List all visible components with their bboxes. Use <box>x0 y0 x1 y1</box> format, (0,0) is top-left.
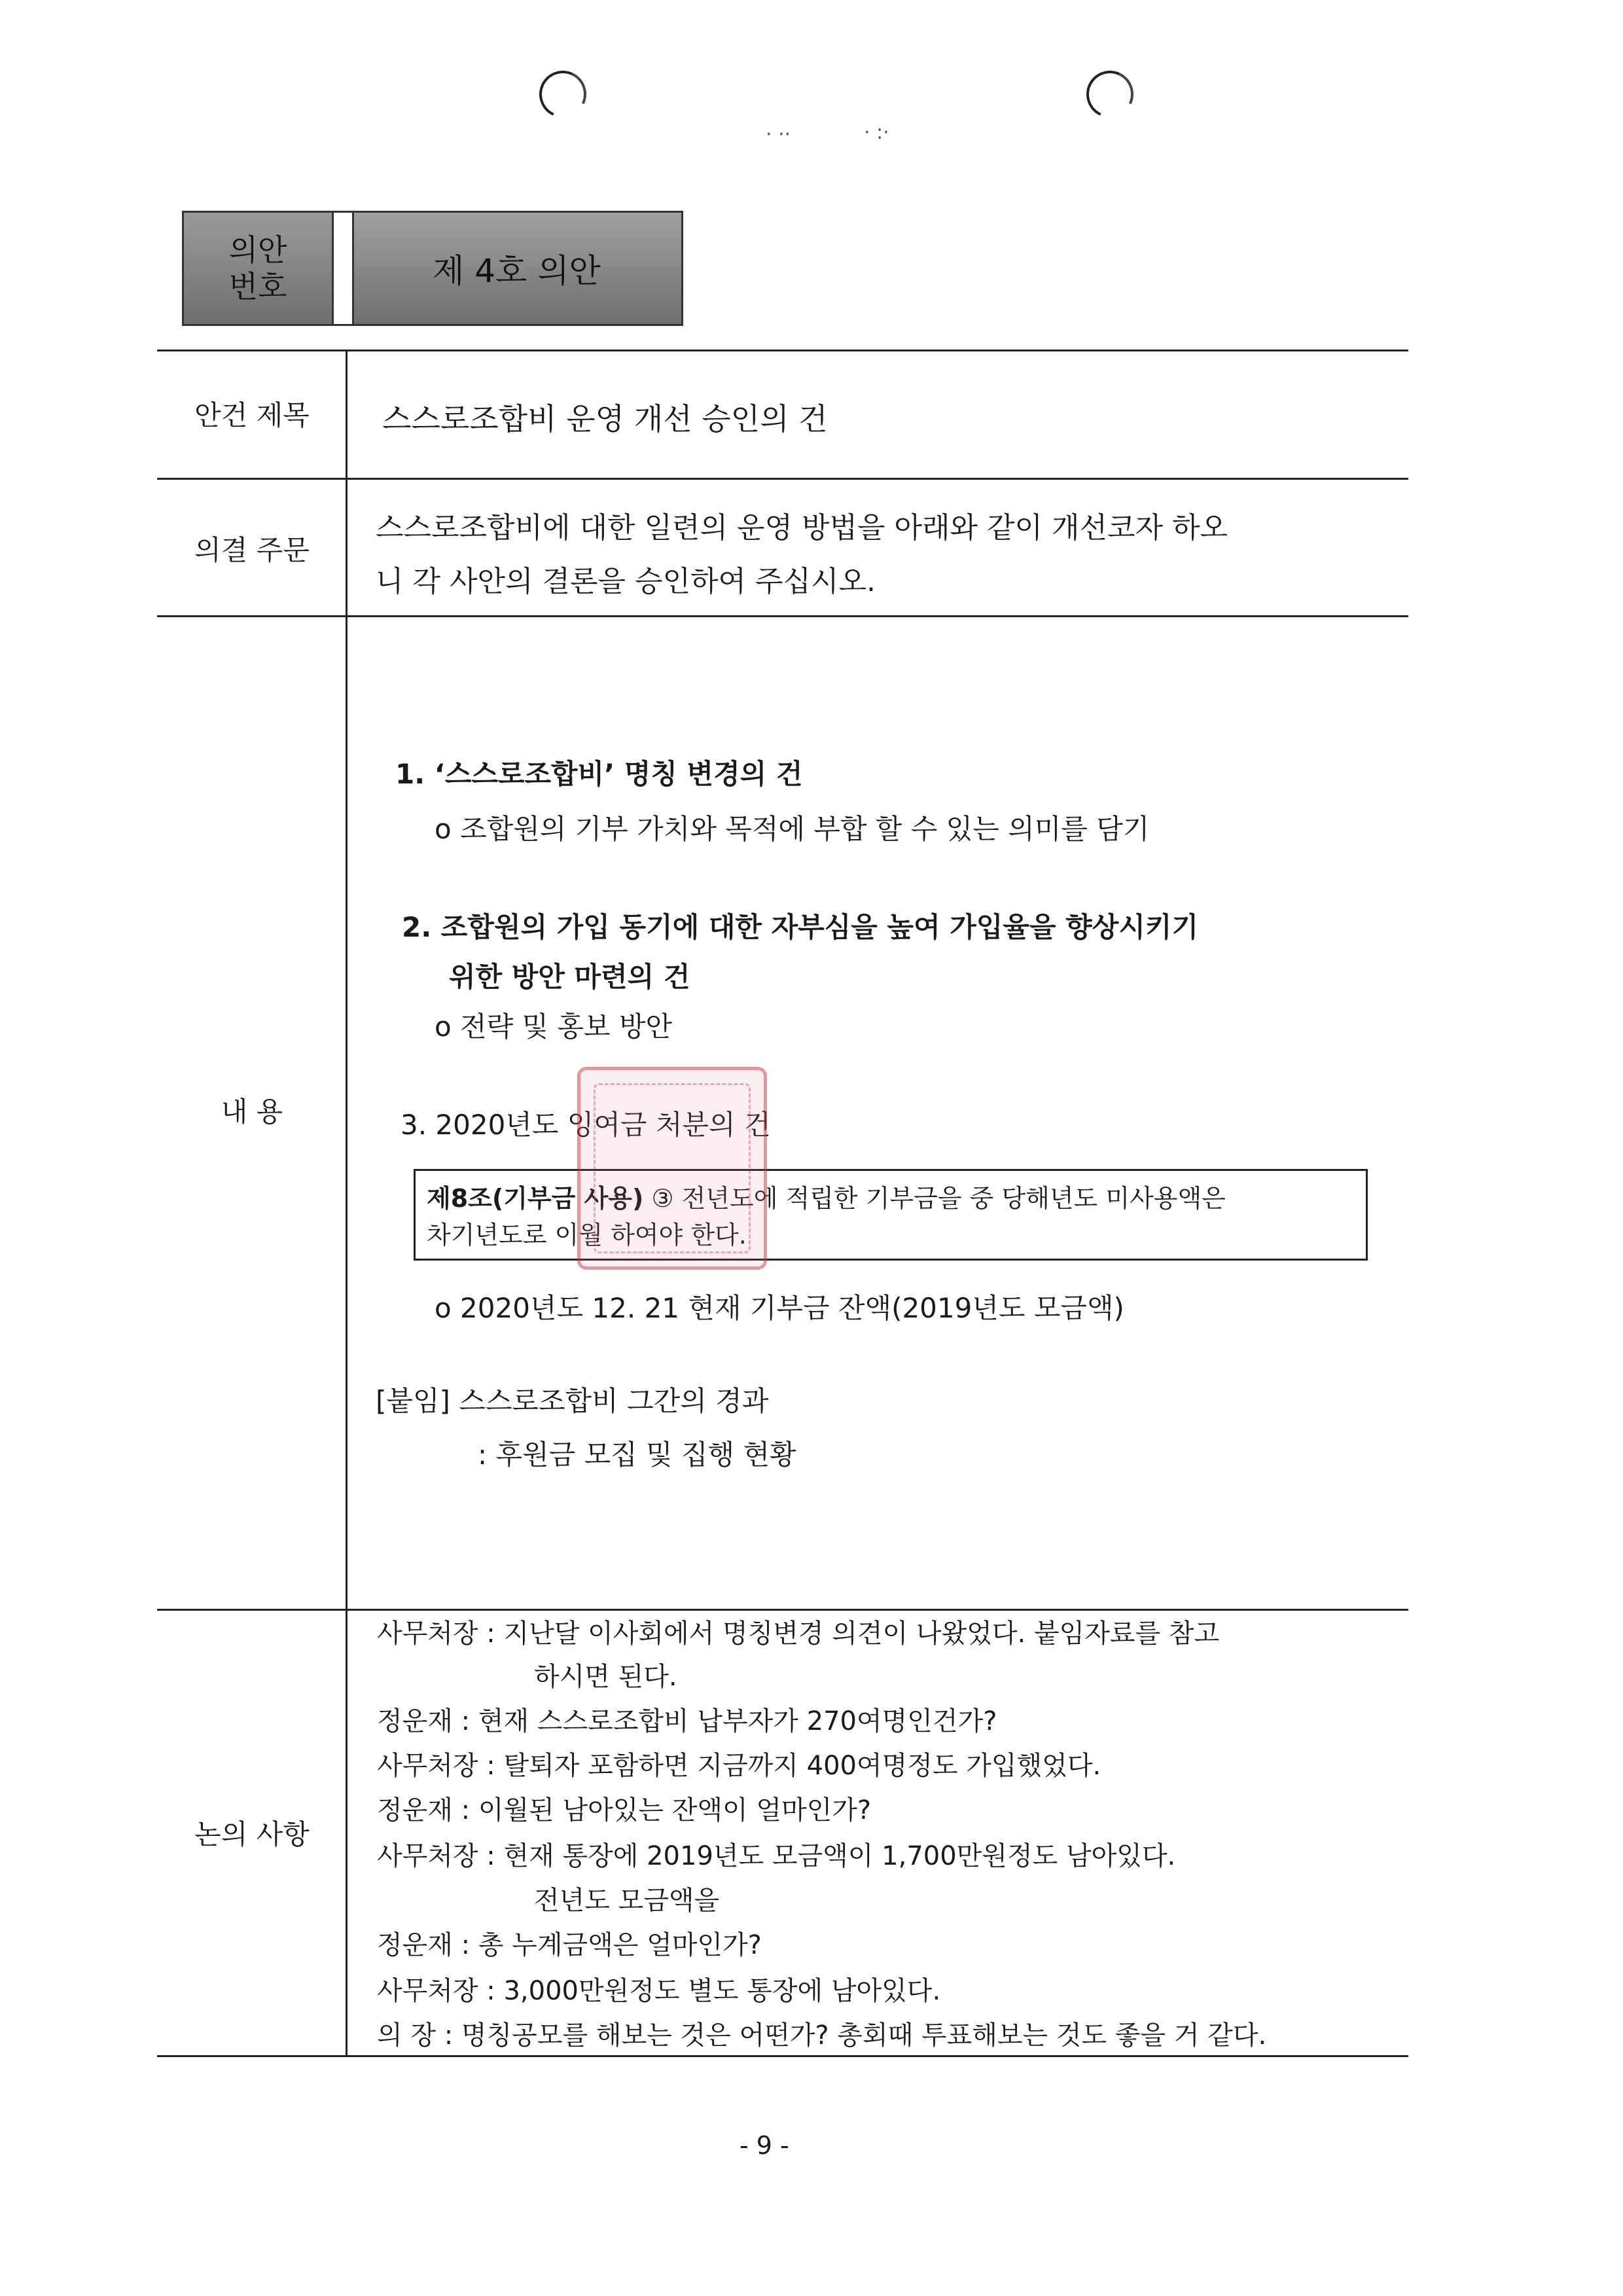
resolution-line1: 스스로조합비에 대한 일련의 운영 방법을 아래와 같이 개선코자 하오 <box>376 511 1228 545</box>
discussion-line: 사무처장 : 지난달 이사회에서 명칭변경 의견이 나왔었다. 붙임자료를 참고 <box>377 1619 1220 1649</box>
row-divider <box>157 615 1408 617</box>
content-item-1: 1. ‘스스로조합비’ 명칭 변경의 건 <box>395 758 803 790</box>
content-item-1-sub: o 조합원의 기부 가치와 목적에 부합 할 수 있는 의미를 담기 <box>435 813 1150 845</box>
regulation-line1 <box>427 1178 1226 1214</box>
regulation-text1: ③ 전년도에 적립한 기부금을 중 당해년도 미사용액은 <box>643 1184 1226 1213</box>
agenda-number-text: 제 4호 의안 <box>433 252 601 290</box>
punch-hole-right <box>1080 64 1140 124</box>
column-divider <box>346 350 348 2055</box>
discussion-line: 사무처장 : 탈퇴자 포함하면 지금까지 400여명정도 가입했었다. <box>377 1751 1101 1781</box>
table-bottom-rule <box>157 2055 1408 2057</box>
discussion-line: 정운재 : 총 누계금액은 얼마인가? <box>377 1930 762 1960</box>
red-seal-stamp <box>577 1067 767 1270</box>
agenda-label-line1: 의안 <box>228 232 287 268</box>
attachment-line1: [붙임] 스스로조합비 그간의 경과 <box>376 1385 769 1417</box>
discussion-line: 사무처장 : 3,000만원정도 별도 통장에 남아있다. <box>377 1976 941 2006</box>
scan-speck: · :· <box>864 121 889 144</box>
discussion-line: 의 장 : 명칭공모를 해보는 것은 어떤가? 총회때 투표해보는 것도 좋을 거 같다. <box>377 2020 1267 2051</box>
discussion-line: 하시면 된다. <box>534 1662 677 1692</box>
row-divider <box>157 478 1408 480</box>
content-item-2-sub: o 전략 및 홍보 방안 <box>435 1011 673 1043</box>
agenda-number <box>352 211 683 326</box>
scan-speck: · ·· <box>766 123 791 146</box>
punch-hole-left <box>533 64 593 124</box>
regulation-article: 제8조(기부금 사용) <box>427 1184 644 1213</box>
discussion-line: 전년도 모금액을 <box>534 1886 720 1916</box>
table-top-rule <box>157 350 1408 351</box>
agenda-title: 스스로조합비 운영 개선 승인의 건 <box>382 401 828 437</box>
agenda-number-label <box>182 211 334 326</box>
agenda-label-line2: 번호 <box>228 269 287 304</box>
regulation-line2: 차기년도로 이월 하여야 한다. <box>427 1221 747 1249</box>
row-divider <box>157 1609 1408 1611</box>
discussion-label: 논의 사항 <box>194 1818 310 1850</box>
discussion-line: 정운재 : 이월된 남아있는 잔액이 얼마인가? <box>377 1795 872 1825</box>
content-label: 내 용 <box>221 1096 283 1128</box>
discussion-line: 정운재 : 현재 스스로조합비 납부자가 270여명인건가? <box>377 1706 997 1736</box>
title-label: 안건 제목 <box>194 399 310 431</box>
page-number: - 9 - <box>740 2131 789 2160</box>
content-item-3: 3. 2020년도 잉여금 처분의 건 <box>401 1109 771 1141</box>
discussion-line: 사무처장 : 현재 통장에 2019년도 모금액이 1,700만원정도 남아있다. <box>377 1841 1176 1871</box>
resolution-line2: 니 각 사안의 결론을 승인하여 주십시오. <box>376 565 876 598</box>
attachment-line2: : 후원금 모집 및 집행 현황 <box>478 1439 796 1471</box>
content-item-2-line2: 위한 방안 마련의 건 <box>449 961 690 993</box>
content-item-2-line1: 2. 조합원의 가입 동기에 대한 자부심을 높여 가입율을 향상시키기 <box>402 911 1199 943</box>
resolution-label: 의결 주문 <box>194 534 310 566</box>
header-gap <box>334 211 352 326</box>
content-item-3-sub: o 2020년도 12. 21 현재 기부금 잔액(2019년도 모금액) <box>435 1292 1124 1324</box>
